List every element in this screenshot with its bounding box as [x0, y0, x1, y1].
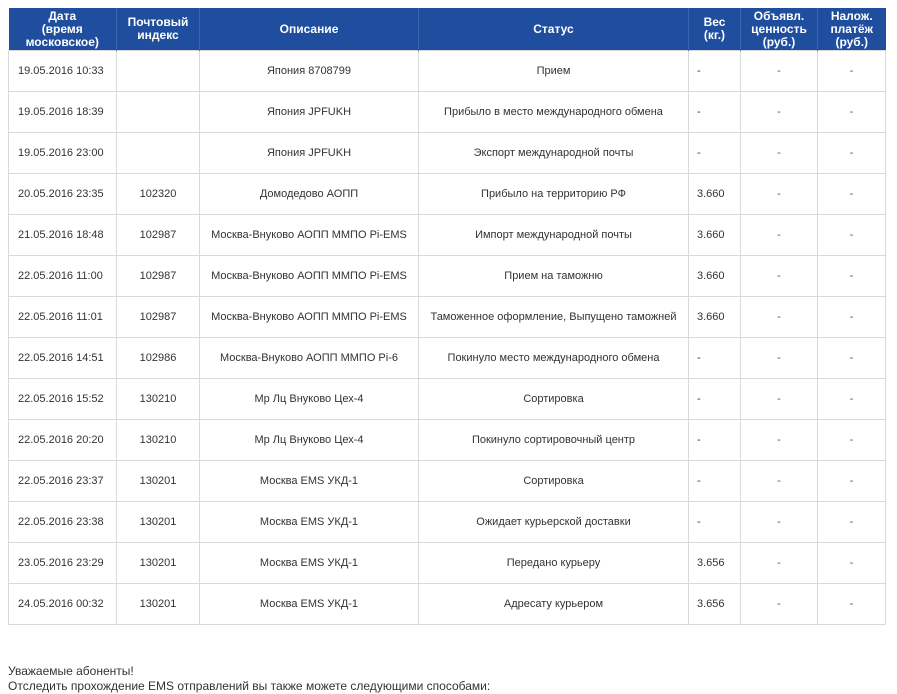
tracking-table [8, 8, 886, 625]
cell-postal-index: 130201 [117, 543, 200, 584]
cell-description: Москва EMS УКД-1 [200, 543, 419, 584]
cell-declared-value: - [741, 461, 818, 502]
cell-description: Япония JPFUKH [200, 92, 419, 133]
cell-declared-value: - [741, 133, 818, 174]
cell-postal-index: 102986 [117, 338, 200, 379]
cell-cod: - [818, 133, 886, 174]
cell-weight: 3.660 [689, 174, 741, 215]
cell-date: 22.05.2016 14:51 [9, 338, 117, 379]
cell-description: Москва-Внуково АОПП ММПО Pi-EMS [200, 215, 419, 256]
cell-date: 22.05.2016 23:37 [9, 461, 117, 502]
cell-date: 20.05.2016 23:35 [9, 174, 117, 215]
cell-description: Москва EMS УКД-1 [200, 584, 419, 625]
cell-description: Мр Лц Внуково Цех-4 [200, 420, 419, 461]
cell-date: 22.05.2016 15:52 [9, 379, 117, 420]
cell-postal-index: 130210 [117, 420, 200, 461]
cell-declared-value: - [741, 338, 818, 379]
cell-cod: - [818, 174, 886, 215]
cell-postal-index: 102320 [117, 174, 200, 215]
table-row [9, 502, 886, 543]
cell-declared-value: - [741, 584, 818, 625]
cell-description: Москва-Внуково АОПП ММПО Pi-EMS [200, 297, 419, 338]
cell-status: Передано курьеру [419, 543, 689, 584]
footer-info: Отследить прохождение EMS отправлений вы также можете следующими способами: [8, 679, 491, 693]
table-row [9, 543, 886, 584]
cell-weight: - [689, 51, 741, 92]
cell-cod: - [818, 584, 886, 625]
col-header-description: Описание [200, 8, 419, 51]
cell-status: Прием [419, 51, 689, 92]
cell-status: Ожидает курьерской доставки [419, 502, 689, 543]
cell-status: Сортировка [419, 379, 689, 420]
cell-date: 22.05.2016 11:01 [9, 297, 117, 338]
cell-cod: - [818, 256, 886, 297]
cell-weight: - [689, 133, 741, 174]
cell-weight: 3.656 [689, 543, 741, 584]
cell-weight: - [689, 379, 741, 420]
cell-description: Япония 8708799 [200, 51, 419, 92]
cell-description: Москва-Внуково АОПП ММПО Pi-EMS [200, 256, 419, 297]
table-row [9, 133, 886, 174]
cell-postal-index [117, 51, 200, 92]
cell-date: 21.05.2016 18:48 [9, 215, 117, 256]
cell-weight: 3.660 [689, 256, 741, 297]
cell-postal-index [117, 92, 200, 133]
cell-description: Москва-Внуково АОПП ММПО Pi-6 [200, 338, 419, 379]
cell-declared-value: - [741, 174, 818, 215]
cell-status: Покинуло сортировочный центр [419, 420, 689, 461]
cell-date: 19.05.2016 18:39 [9, 92, 117, 133]
cell-cod: - [818, 379, 886, 420]
cell-declared-value: - [741, 420, 818, 461]
footer-greeting: Уважаемые абоненты! [8, 664, 134, 678]
cell-declared-value: - [741, 297, 818, 338]
table-row [9, 297, 886, 338]
col-header-weight: Вес (кг.) [689, 8, 741, 51]
cell-status: Таможенное оформление, Выпущено таможней [419, 297, 689, 338]
cell-weight: 3.656 [689, 584, 741, 625]
cell-description: Москва EMS УКД-1 [200, 502, 419, 543]
table-row [9, 379, 886, 420]
table-row [9, 215, 886, 256]
cell-postal-index: 102987 [117, 215, 200, 256]
table-row [9, 256, 886, 297]
cell-cod: - [818, 543, 886, 584]
table-body [9, 51, 886, 625]
cell-date: 23.05.2016 23:29 [9, 543, 117, 584]
table-row [9, 51, 886, 92]
footer-notice [8, 664, 490, 694]
col-header-index: Почтовый индекс [117, 8, 200, 51]
col-header-cod: Налож. платёж (руб.) [818, 8, 886, 51]
cell-date: 24.05.2016 00:32 [9, 584, 117, 625]
cell-status: Покинуло место международного обмена [419, 338, 689, 379]
cell-status: Экспорт международной почты [419, 133, 689, 174]
table-row [9, 420, 886, 461]
cell-postal-index [117, 133, 200, 174]
cell-cod: - [818, 297, 886, 338]
table-row [9, 584, 886, 625]
table-header-row [9, 8, 886, 51]
col-header-status: Статус [419, 8, 689, 51]
cell-description: Домодедово АОПП [200, 174, 419, 215]
cell-description: Москва EMS УКД-1 [200, 461, 419, 502]
cell-postal-index: 102987 [117, 256, 200, 297]
cell-declared-value: - [741, 543, 818, 584]
table-row [9, 92, 886, 133]
cell-declared-value: - [741, 51, 818, 92]
cell-weight: 3.660 [689, 297, 741, 338]
cell-status: Импорт международной почты [419, 215, 689, 256]
cell-status: Адресату курьером [419, 584, 689, 625]
table-row [9, 461, 886, 502]
cell-description: Япония JPFUKH [200, 133, 419, 174]
cell-date: 22.05.2016 20:20 [9, 420, 117, 461]
cell-weight: 3.660 [689, 215, 741, 256]
tracking-panel [8, 8, 885, 625]
table-row [9, 338, 886, 379]
cell-weight: - [689, 461, 741, 502]
cell-declared-value: - [741, 502, 818, 543]
cell-cod: - [818, 92, 886, 133]
cell-date: 22.05.2016 23:38 [9, 502, 117, 543]
cell-postal-index: 130201 [117, 502, 200, 543]
cell-status: Прибыло на территорию РФ [419, 174, 689, 215]
cell-postal-index: 130201 [117, 461, 200, 502]
cell-description: Мр Лц Внуково Цех-4 [200, 379, 419, 420]
cell-date: 22.05.2016 11:00 [9, 256, 117, 297]
cell-cod: - [818, 502, 886, 543]
cell-weight: - [689, 502, 741, 543]
cell-weight: - [689, 338, 741, 379]
cell-status: Сортировка [419, 461, 689, 502]
cell-cod: - [818, 461, 886, 502]
cell-declared-value: - [741, 215, 818, 256]
table-row [9, 174, 886, 215]
cell-cod: - [818, 420, 886, 461]
cell-status: Прибыло в место международного обмена [419, 92, 689, 133]
cell-postal-index: 130210 [117, 379, 200, 420]
cell-date: 19.05.2016 23:00 [9, 133, 117, 174]
cell-cod: - [818, 215, 886, 256]
cell-declared-value: - [741, 92, 818, 133]
cell-postal-index: 102987 [117, 297, 200, 338]
cell-declared-value: - [741, 256, 818, 297]
cell-weight: - [689, 420, 741, 461]
cell-date: 19.05.2016 10:33 [9, 51, 117, 92]
cell-declared-value: - [741, 379, 818, 420]
cell-weight: - [689, 92, 741, 133]
col-header-declared-value: Объявл. ценность (руб.) [741, 8, 818, 51]
cell-postal-index: 130201 [117, 584, 200, 625]
cell-status: Прием на таможню [419, 256, 689, 297]
col-header-date: Дата (время московское) [9, 8, 117, 51]
cell-cod: - [818, 338, 886, 379]
cell-cod: - [818, 51, 886, 92]
